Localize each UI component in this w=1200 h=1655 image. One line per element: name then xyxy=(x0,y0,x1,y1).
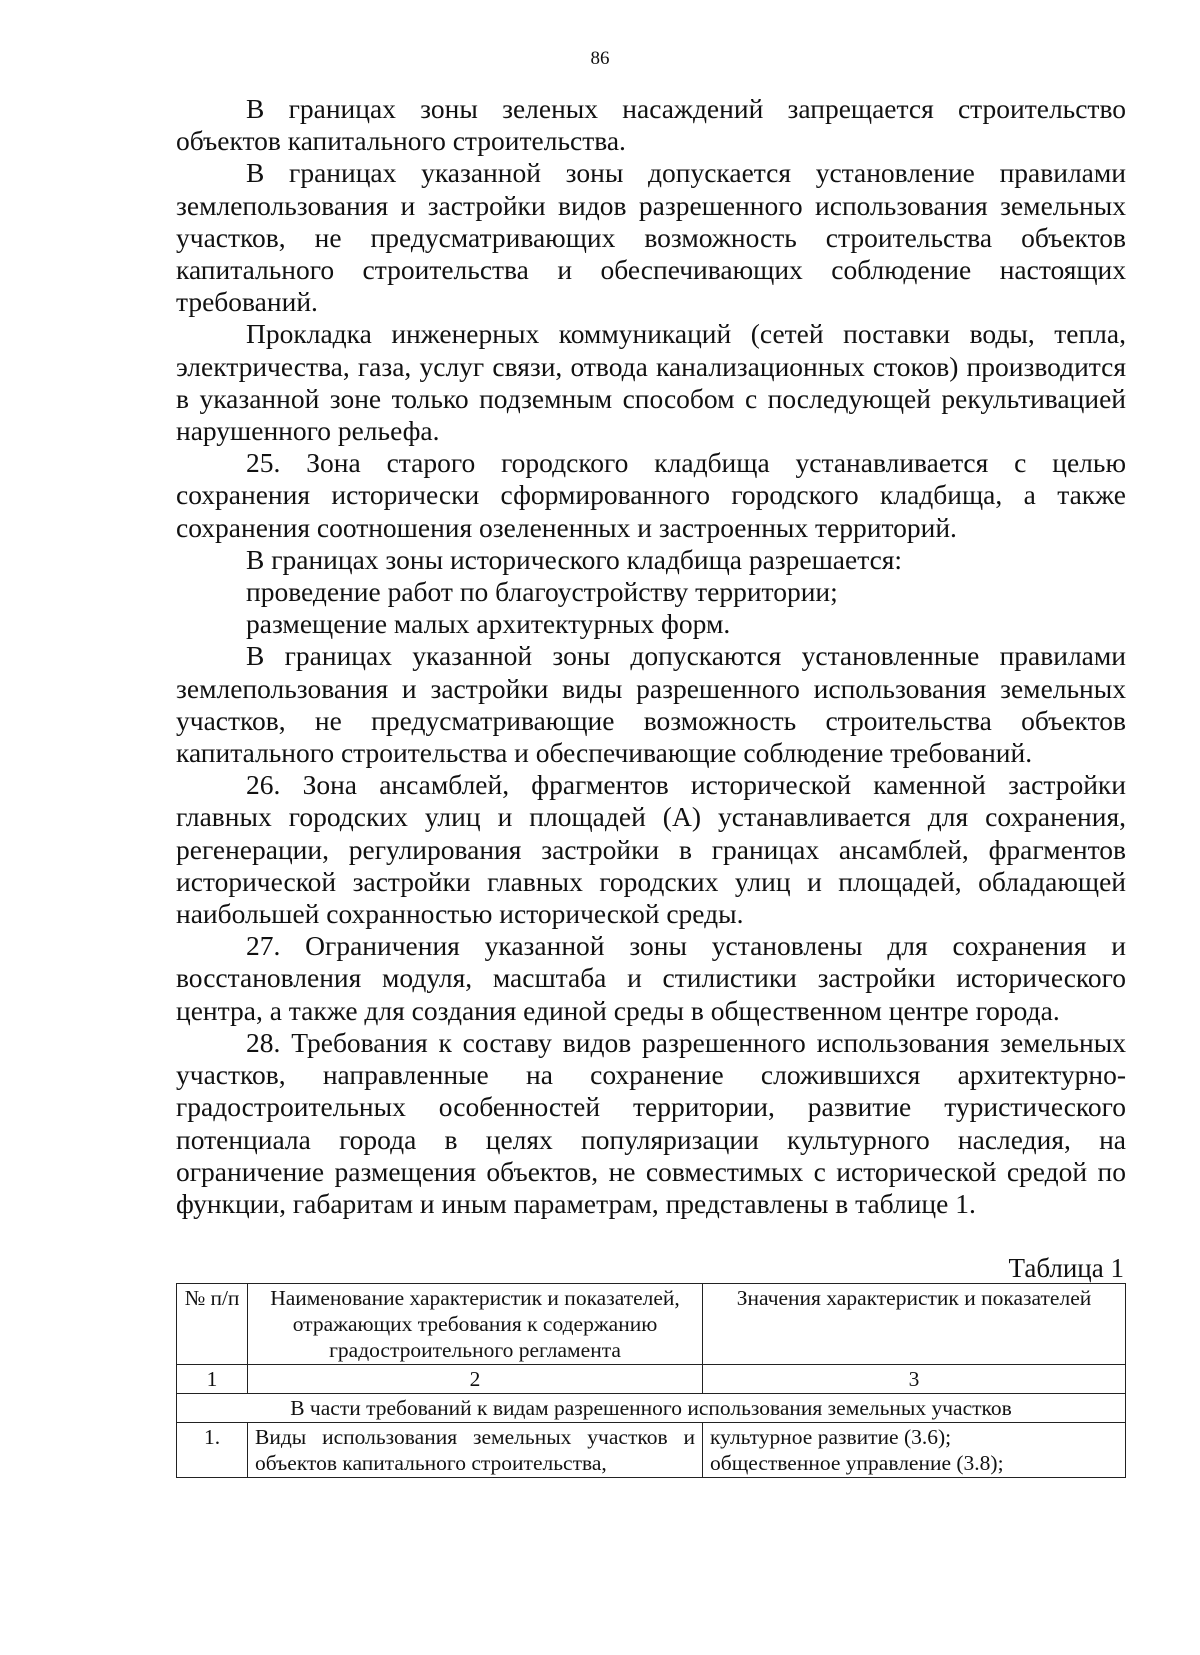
paragraph: В границах зоны зеленых насаждений запрещается строительство объектов капитального строительства. xyxy=(176,93,1126,157)
header-cell-value: Значения характеристик и показателей xyxy=(703,1284,1126,1365)
column-number-cell: 1 xyxy=(177,1365,248,1394)
row-value-line: общественное управление (3.8); xyxy=(710,1451,1004,1475)
table-header-row xyxy=(177,1284,1126,1365)
document-body xyxy=(176,93,1126,1220)
table-row xyxy=(177,1423,1126,1478)
paragraph: 27. Ограничения указанной зоны установлены для сохранения и восстановления модуля, масштаба и стилистики застройки исторического центра, а также для создания единой среды в общественном центре города. xyxy=(176,930,1126,1026)
table-caption: Таблица 1 xyxy=(1008,1253,1124,1283)
paragraph: проведение работ по благоустройству территории; xyxy=(246,576,838,608)
header-cell-name: Наименование характеристик и показателей, отражающих требования к содержанию градостроительного регламента xyxy=(248,1284,703,1365)
paragraph: 28. Требования к составу видов разрешенного использования земельных участков, направленные на сохранение сложившихся архитектурно-градостроительных особенностей территории, развитие туристического потенциала города в целях популяризации культурного наследия, на ограничение размещения объектов, не совместимых с исторической средой по функции, габаритам и иным параметрам, представлены в таблице 1. xyxy=(176,1026,1126,1219)
row-number-cell: 1. xyxy=(177,1423,248,1478)
page-number: 86 xyxy=(590,48,610,69)
paragraph: Прокладка инженерных коммуникаций (сетей поставки воды, тепла, электричества, газа, услуг связи, отвода канализационных стоков) производится в указанной зоне только подземным способом с последующей рекультивацией нарушенного рельефа. xyxy=(176,318,1126,447)
paragraph: 25. Зона старого городского кладбища устанавливается с целью сохранения исторически сформированного городского кладбища, а также сохранения соотношения озелененных и застроенных территорий. xyxy=(176,447,1126,543)
row-value-cell xyxy=(703,1423,1126,1478)
paragraph: В границах указанной зоны допускается установление правилами землепользования и застройки видов разрешенного использования земельных участков, не предусматривающих возможность строительства объектов капитального строительства и обеспечивающих соблюдение настоящих требований. xyxy=(176,157,1126,318)
column-number-cell: 3 xyxy=(703,1365,1126,1394)
column-number-row xyxy=(177,1365,1126,1394)
column-number-cell: 2 xyxy=(248,1365,703,1394)
paragraph: 26. Зона ансамблей, фрагментов исторической каменной застройки главных городских улиц и площадей (А) устанавливается для сохранения, регенерации, регулирования застройки в границах ансамблей, фрагментов исторической застройки главных городских улиц и площадей, обладающей наибольшей сохранностью исторической среды. xyxy=(176,769,1126,930)
paragraph: В границах указанной зоны допускаются установленные правилами землепользования и застройки виды разрешенного использования земельных участков, не предусматривающие возможность строительства объектов капитального строительства и обеспечивающие соблюдение требований. xyxy=(176,640,1126,769)
section-title-cell: В части требований к видам разрешенного использования земельных участков xyxy=(177,1394,1126,1423)
row-value-line: культурное развитие (3.6); xyxy=(710,1425,952,1449)
section-row xyxy=(177,1394,1126,1423)
header-cell-number: № п/п xyxy=(177,1284,248,1365)
row-name-cell: Виды использования земельных участков и объектов капитального строительства, xyxy=(248,1423,703,1478)
requirements-table xyxy=(176,1283,1126,1478)
paragraph: В границах зоны исторического кладбища разрешается: xyxy=(246,543,903,575)
paragraph: размещение малых архитектурных форм. xyxy=(246,608,731,640)
